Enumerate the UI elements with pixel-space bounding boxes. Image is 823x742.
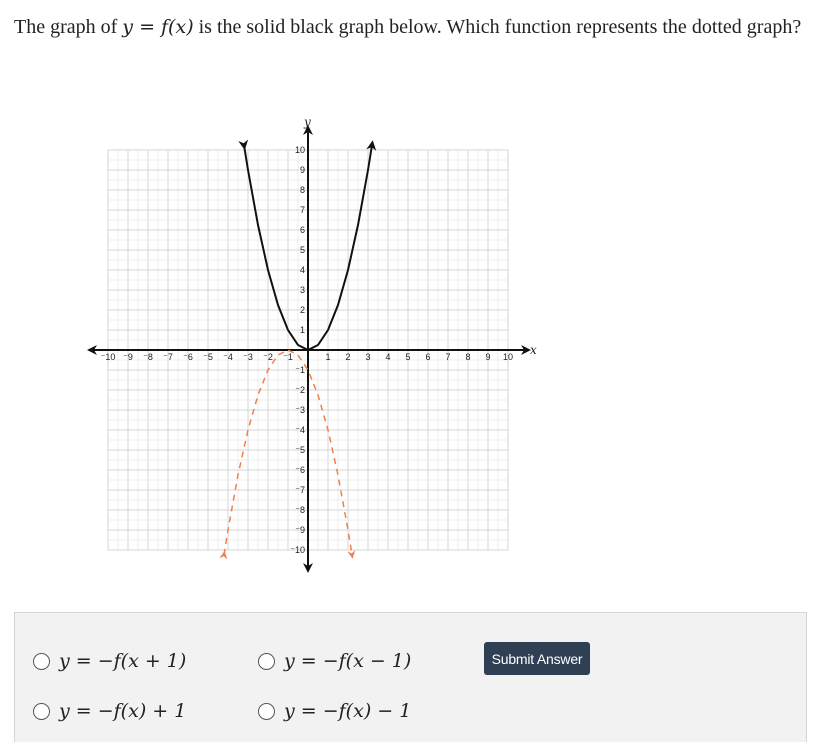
answer-panel xyxy=(14,612,807,742)
y-tick-label: 7 xyxy=(299,205,305,215)
x-tick-label: 1 xyxy=(325,352,331,362)
x-tick-label: 10 xyxy=(502,352,514,362)
x-tick-label: 7 xyxy=(445,352,451,362)
y-tick-label: ⁻4 xyxy=(295,425,305,435)
y-tick-label: 9 xyxy=(299,165,305,175)
x-tick-label: ⁻3 xyxy=(243,352,253,362)
radio-button[interactable] xyxy=(33,703,50,720)
radio-button[interactable] xyxy=(33,653,50,670)
y-tick-label: 1 xyxy=(299,325,305,335)
y-tick-label: ⁻3 xyxy=(295,405,305,415)
y-tick-label: 10 xyxy=(294,145,305,155)
x-tick-label: 2 xyxy=(345,352,351,362)
question-suffix: is the solid black graph below. Which function represents the dotted graph? xyxy=(193,16,802,38)
x-tick-label: ⁻1 xyxy=(283,352,293,362)
x-tick-label: ⁻4 xyxy=(223,352,233,362)
question-prefix: The graph of xyxy=(14,16,123,38)
y-tick-label: ⁻6 xyxy=(295,465,305,475)
function-graph xyxy=(80,110,550,580)
x-tick-label: ⁻10 xyxy=(100,352,116,362)
y-tick-label: ⁻2 xyxy=(295,385,305,395)
choice-c-label: y = −f(x) + 1 xyxy=(59,700,187,722)
choice-a-label: y = −f(x + 1) xyxy=(59,650,187,672)
x-tick-label: 3 xyxy=(365,352,371,362)
y-tick-label: ⁻8 xyxy=(295,505,305,515)
y-axis-label: y xyxy=(304,115,311,129)
question-text xyxy=(14,12,814,43)
choice-c[interactable] xyxy=(33,700,186,722)
choice-b[interactable] xyxy=(258,650,411,672)
y-tick-label: ⁻1 xyxy=(295,365,305,375)
x-axis-label: x xyxy=(530,343,537,357)
y-tick-label: ⁻5 xyxy=(295,445,305,455)
choice-a[interactable] xyxy=(33,650,186,672)
x-tick-label: ⁻2 xyxy=(263,352,273,362)
x-tick-label: ⁻9 xyxy=(123,352,133,362)
y-tick-label: 5 xyxy=(299,245,305,255)
x-tick-label: 4 xyxy=(385,352,391,362)
choice-d[interactable] xyxy=(258,700,411,722)
x-tick-label: 5 xyxy=(405,352,411,362)
choice-b-label: y = −f(x − 1) xyxy=(284,650,412,672)
y-tick-label: 2 xyxy=(299,305,305,315)
y-tick-label: ⁻10 xyxy=(290,545,305,555)
x-tick-label: 6 xyxy=(425,352,431,362)
radio-button[interactable] xyxy=(258,653,275,670)
y-tick-label: ⁻7 xyxy=(295,485,305,495)
y-tick-label: ⁻9 xyxy=(295,525,305,535)
question-math: y = f(x) xyxy=(122,16,194,38)
radio-button[interactable] xyxy=(258,703,275,720)
y-tick-label: 3 xyxy=(299,285,305,295)
x-tick-label: ⁻6 xyxy=(183,352,193,362)
x-tick-label: 9 xyxy=(485,352,491,362)
y-tick-label: 8 xyxy=(299,185,305,195)
submit-answer-button[interactable]: Submit Answer xyxy=(484,642,590,675)
y-tick-label: 6 xyxy=(299,225,305,235)
x-tick-label: ⁻7 xyxy=(163,352,173,362)
y-tick-label: 4 xyxy=(299,265,305,275)
x-tick-label: 8 xyxy=(465,352,471,362)
x-tick-label: ⁻8 xyxy=(143,352,153,362)
choice-d-label: y = −f(x) − 1 xyxy=(284,700,412,722)
x-tick-label: ⁻5 xyxy=(203,352,213,362)
